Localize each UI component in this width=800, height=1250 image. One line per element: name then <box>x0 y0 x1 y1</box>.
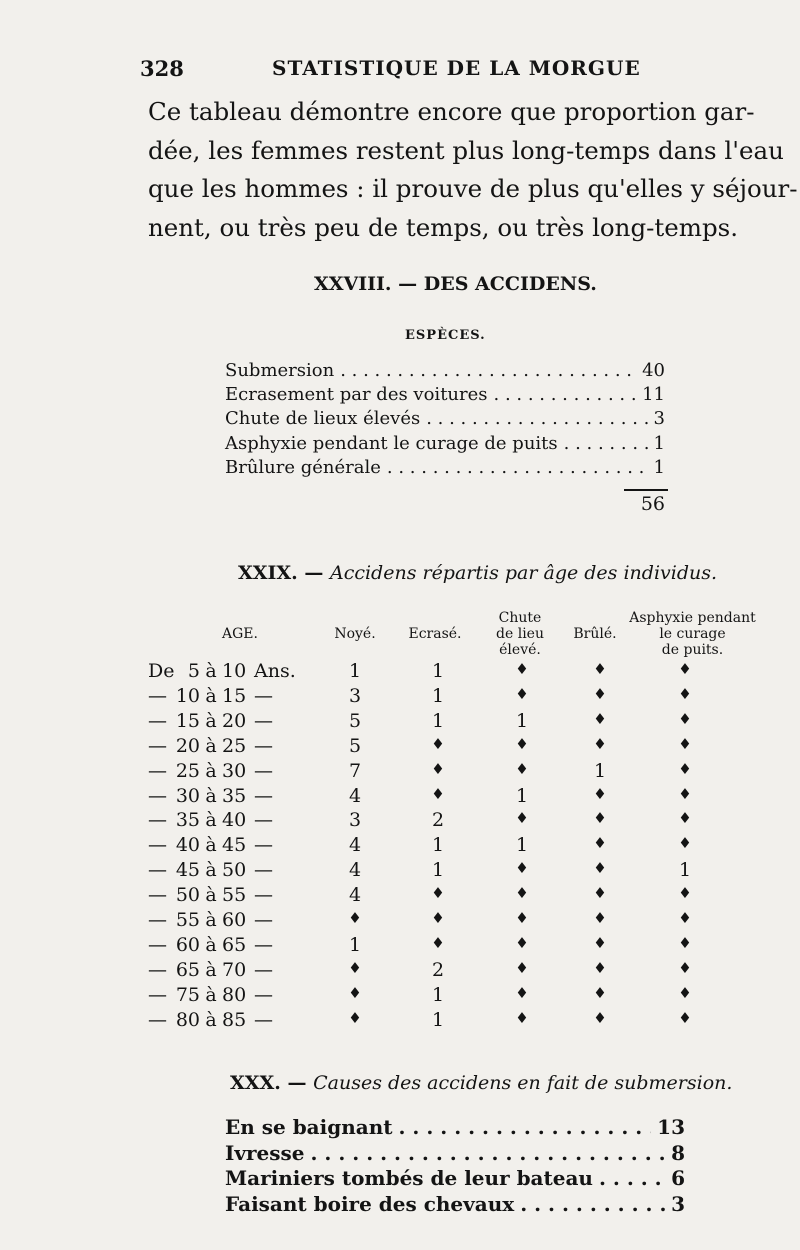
cell-asphyxie: ♦ <box>678 660 692 678</box>
age-range-cell: — 60 à 65 — <box>148 934 273 956</box>
cell-ecrase: ♦ <box>431 785 445 803</box>
cell-asphyxie: ♦ <box>678 1009 692 1027</box>
cell-chute: 1 <box>515 710 529 732</box>
cell-brule: ♦ <box>593 710 607 728</box>
cell-ecrase: ♦ <box>431 735 445 753</box>
age-range-cell: De 5 à 10 Ans. <box>148 660 296 682</box>
accident-row: Brûlure générale . . . 1 <box>225 457 665 481</box>
cell-ecrase: 1 <box>431 685 445 707</box>
header-chute: Chute de lieu élevé. <box>496 610 544 658</box>
cell-noye: ♦ <box>348 959 362 977</box>
cell-asphyxie: ♦ <box>678 760 692 778</box>
header-asphyxie: Asphyxie pendant le curage de puits. <box>629 610 756 658</box>
total-rule <box>624 489 668 491</box>
cell-noye: 7 <box>348 760 362 782</box>
cell-asphyxie: 1 <box>678 859 692 881</box>
cell-ecrase: 2 <box>431 809 445 831</box>
age-range-cell: — 55 à 60 — <box>148 909 273 931</box>
cell-chute: ♦ <box>515 685 529 703</box>
cell-brule: ♦ <box>593 959 607 977</box>
submersion-cause-row: En se baignant . . . 13 <box>225 1115 685 1141</box>
age-range-cell: — 15 à 20 — <box>148 710 273 732</box>
body-paragraph <box>148 93 798 247</box>
age-range-cell: — 40 à 45 — <box>148 834 273 856</box>
age-range-cell: — 30 à 35 — <box>148 785 273 807</box>
cell-asphyxie: ♦ <box>678 834 692 852</box>
cell-noye: 4 <box>348 884 362 906</box>
cell-ecrase: ♦ <box>431 934 445 952</box>
header-noye: Noyé. <box>334 626 376 642</box>
cell-asphyxie: ♦ <box>678 909 692 927</box>
age-range-cell: — 75 à 80 — <box>148 984 273 1006</box>
paragraph-line: nent, ou très peu de temps, ou très long-temps. <box>148 212 739 242</box>
accident-row: Ecrasement par des voitures . . . 11 <box>225 384 665 408</box>
page-number: 328 <box>140 56 184 81</box>
cell-asphyxie: ♦ <box>678 959 692 977</box>
cell-chute: ♦ <box>515 984 529 1002</box>
cell-chute: ♦ <box>515 934 529 952</box>
cell-noye: 3 <box>348 685 362 707</box>
paragraph-line: dée, les femmes restent plus long-temps dans l'eau <box>148 135 784 165</box>
cell-ecrase: 1 <box>431 984 445 1006</box>
paragraph-line: Ce tableau démontre encore que proportion gar- <box>148 97 755 126</box>
cell-noye: 4 <box>348 859 362 881</box>
cell-ecrase: ♦ <box>431 909 445 927</box>
cell-chute: 1 <box>515 834 529 856</box>
cell-brule: ♦ <box>593 834 607 852</box>
cell-brule: 1 <box>593 760 607 782</box>
cell-asphyxie: ♦ <box>678 710 692 728</box>
accidents-total: 56 <box>640 493 665 515</box>
cell-ecrase: 1 <box>431 859 445 881</box>
cell-noye: ♦ <box>348 909 362 927</box>
cell-noye: 1 <box>348 660 362 682</box>
cell-noye: 5 <box>348 735 362 757</box>
submersion-cause-row: Mariniers tombés de leur bateau . . . 6 <box>225 1166 685 1192</box>
cell-noye: ♦ <box>348 1009 362 1027</box>
cell-chute: ♦ <box>515 735 529 753</box>
cell-brule: ♦ <box>593 909 607 927</box>
cell-chute: ♦ <box>515 760 529 778</box>
cell-chute: 1 <box>515 785 529 807</box>
section-28-title: XXVIII. — DES ACCIDENS. <box>314 273 597 295</box>
cell-noye: 4 <box>348 785 362 807</box>
cell-brule: ♦ <box>593 934 607 952</box>
header-age: AGE. <box>222 626 258 642</box>
cell-ecrase: ♦ <box>431 884 445 902</box>
cell-chute: ♦ <box>515 909 529 927</box>
age-range-cell: — 80 à 85 — <box>148 1009 273 1031</box>
cell-ecrase: 1 <box>431 1009 445 1031</box>
cell-asphyxie: ♦ <box>678 809 692 827</box>
cell-asphyxie: ♦ <box>678 735 692 753</box>
paragraph-line: que les hommes : il prouve de plus qu'elles y séjour- <box>148 174 798 203</box>
accident-row: Chute de lieux élevés . . . 3 <box>225 408 665 432</box>
header-ecrase: Ecrasé. <box>408 626 462 642</box>
cell-ecrase: 2 <box>431 959 445 981</box>
cell-ecrase: 1 <box>431 660 445 682</box>
age-range-cell: — 10 à 15 — <box>148 685 273 707</box>
age-range-cell: — 65 à 70 — <box>148 959 273 981</box>
cell-ecrase: 1 <box>431 834 445 856</box>
section-28-subtitle: ESPÈCES. <box>405 328 486 343</box>
cell-brule: ♦ <box>593 735 607 753</box>
cell-asphyxie: ♦ <box>678 685 692 703</box>
submersion-cause-row: Ivresse . . . 8 <box>225 1141 685 1167</box>
cell-noye: 4 <box>348 834 362 856</box>
cell-ecrase: ♦ <box>431 760 445 778</box>
cell-brule: ♦ <box>593 984 607 1002</box>
cell-chute: ♦ <box>515 859 529 877</box>
cell-brule: ♦ <box>593 884 607 902</box>
cell-brule: ♦ <box>593 1009 607 1027</box>
age-range-cell: — 45 à 50 — <box>148 859 273 881</box>
section-30-title: XXX. — Causes des accidens en fait de submersion. <box>230 1072 733 1094</box>
cell-chute: ♦ <box>515 809 529 827</box>
cell-brule: ♦ <box>593 809 607 827</box>
header-brule: Brûlé. <box>573 626 617 642</box>
age-range-cell: — 35 à 40 — <box>148 809 273 831</box>
cell-asphyxie: ♦ <box>678 884 692 902</box>
cell-ecrase: 1 <box>431 710 445 732</box>
cell-chute: ♦ <box>515 884 529 902</box>
accident-row: Asphyxie pendant le curage de puits . . . 1 <box>225 433 665 457</box>
cell-brule: ♦ <box>593 785 607 803</box>
cell-chute: ♦ <box>515 660 529 678</box>
cell-asphyxie: ♦ <box>678 934 692 952</box>
section-29-title: XXIX. — Accidens répartis par âge des individus. <box>238 562 718 584</box>
accident-row: Submersion . . . 40 <box>225 360 665 384</box>
cell-noye: ♦ <box>348 984 362 1002</box>
cell-noye: 1 <box>348 934 362 956</box>
cell-asphyxie: ♦ <box>678 785 692 803</box>
submersion-cause-row: Faisant boire des chevaux . . . 3 <box>225 1192 685 1218</box>
age-range-cell: — 20 à 25 — <box>148 735 273 757</box>
running-title: STATISTIQUE DE LA MORGUE <box>272 56 641 80</box>
cell-chute: ♦ <box>515 1009 529 1027</box>
cell-chute: ♦ <box>515 959 529 977</box>
cell-asphyxie: ♦ <box>678 984 692 1002</box>
cell-brule: ♦ <box>593 685 607 703</box>
age-range-cell: — 50 à 55 — <box>148 884 273 906</box>
cell-brule: ♦ <box>593 660 607 678</box>
cell-noye: 3 <box>348 809 362 831</box>
cell-noye: 5 <box>348 710 362 732</box>
age-range-cell: — 25 à 30 — <box>148 760 273 782</box>
cell-brule: ♦ <box>593 859 607 877</box>
